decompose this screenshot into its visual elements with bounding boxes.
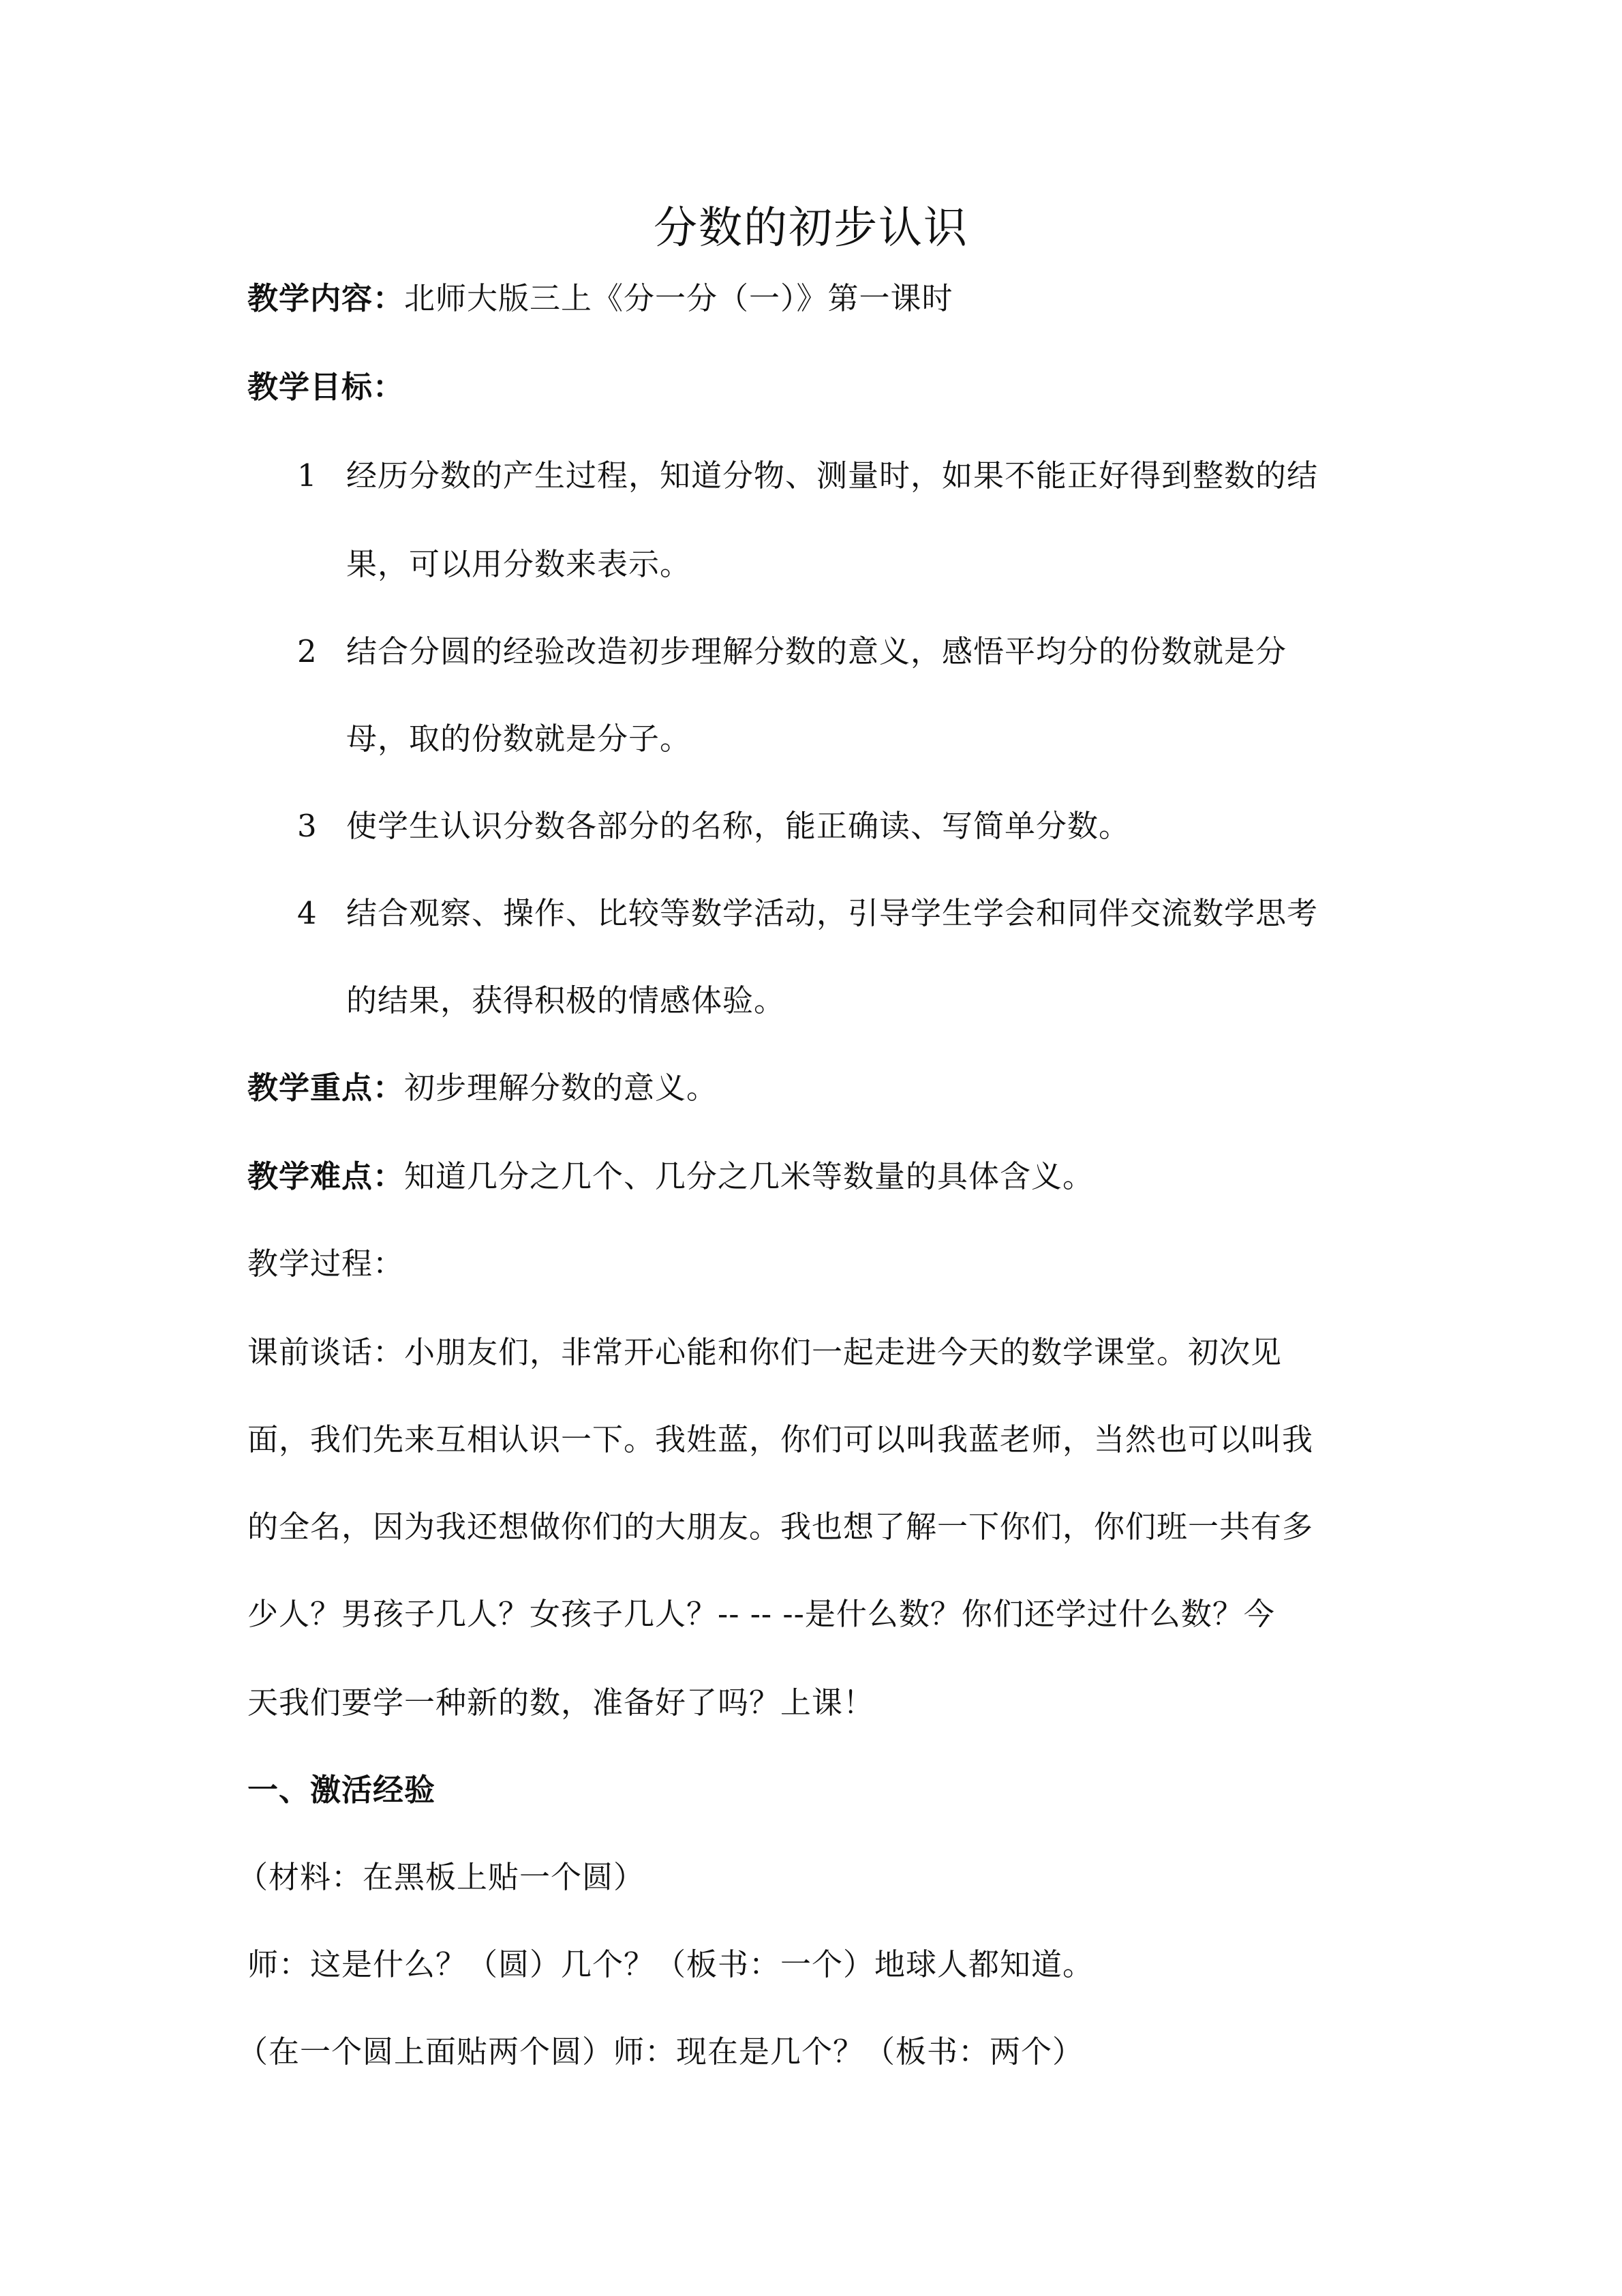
talk-line: 的全名，因为我还想做你们的大朋友。我也想了解一下你们，你们班一共有多: [247, 1509, 1314, 1545]
teaching-key-row: [247, 1068, 718, 1108]
teaching-content-row: [247, 278, 953, 319]
goal-number: 2: [297, 633, 317, 669]
talk-line: 面，我们先来互相认识一下。我姓蓝，你们可以叫我蓝老师，当然也可以叫我: [247, 1421, 1314, 1457]
document-title: 分数的初步认识: [654, 203, 968, 254]
teaching-content-value: 北师大版三上《分一分（一）》第一课时: [404, 280, 953, 316]
goal-number: 4: [297, 895, 317, 931]
goal-text-continued: 果，可以用分数来表示。: [346, 546, 692, 582]
talk-line: 天我们要学一种新的数，准备好了吗？上课！: [247, 1685, 875, 1721]
goal-text: 经历分数的产生过程，知道分物、测量时，如果不能正好得到整数的结: [346, 457, 1319, 494]
teaching-difficulty-label: 教学难点：: [247, 1158, 405, 1194]
goal-number: 3: [297, 808, 317, 844]
goal-text: 使学生认识分数各部分的名称，能正确读、写简单分数。: [346, 808, 1131, 844]
talk-line: 课前谈话：小朋友们，非常开心能和你们一起走进今天的数学课堂。初次见: [247, 1334, 1283, 1370]
section-line: （在一个圆上面贴两个圆）师：现在是几个？（板书：两个）: [237, 2034, 1084, 2070]
goal-text: 结合分圆的经验改造初步理解分数的意义，感悟平均分的份数就是分: [346, 633, 1287, 669]
teaching-difficulty-value: 知道几分之几个、几分之几米等数量的具体含义。: [404, 1158, 1095, 1194]
goal-number: 1: [297, 457, 317, 494]
teaching-key-label: 教学重点：: [247, 1070, 405, 1106]
teaching-difficulty-row: [247, 1156, 1094, 1197]
teaching-key-value: 初步理解分数的意义。: [404, 1070, 718, 1106]
teaching-process-label: 教学过程：: [247, 1245, 405, 1282]
section-heading: 一、激活经验: [247, 1772, 436, 1808]
talk-line: 少人？男孩子几人？女孩子几人？-- -- --是什么数？你们还学过什么数？今: [247, 1596, 1275, 1632]
teaching-goals-label: 教学目标：: [247, 369, 405, 405]
goal-text-continued: 的结果，获得积极的情感体验。: [346, 982, 786, 1018]
section-line: 师：这是什么？（圆）几个？（板书：一个）地球人都知道。: [247, 1946, 1095, 1982]
goal-text: 结合观察、操作、比较等数学活动，引导学生学会和同伴交流数学思考: [346, 895, 1319, 931]
section-line: （材料：在黑板上贴一个圆）: [237, 1859, 645, 1895]
teaching-content-label: 教学内容：: [247, 280, 405, 316]
goal-text-continued: 母，取的份数就是分子。: [346, 721, 692, 757]
